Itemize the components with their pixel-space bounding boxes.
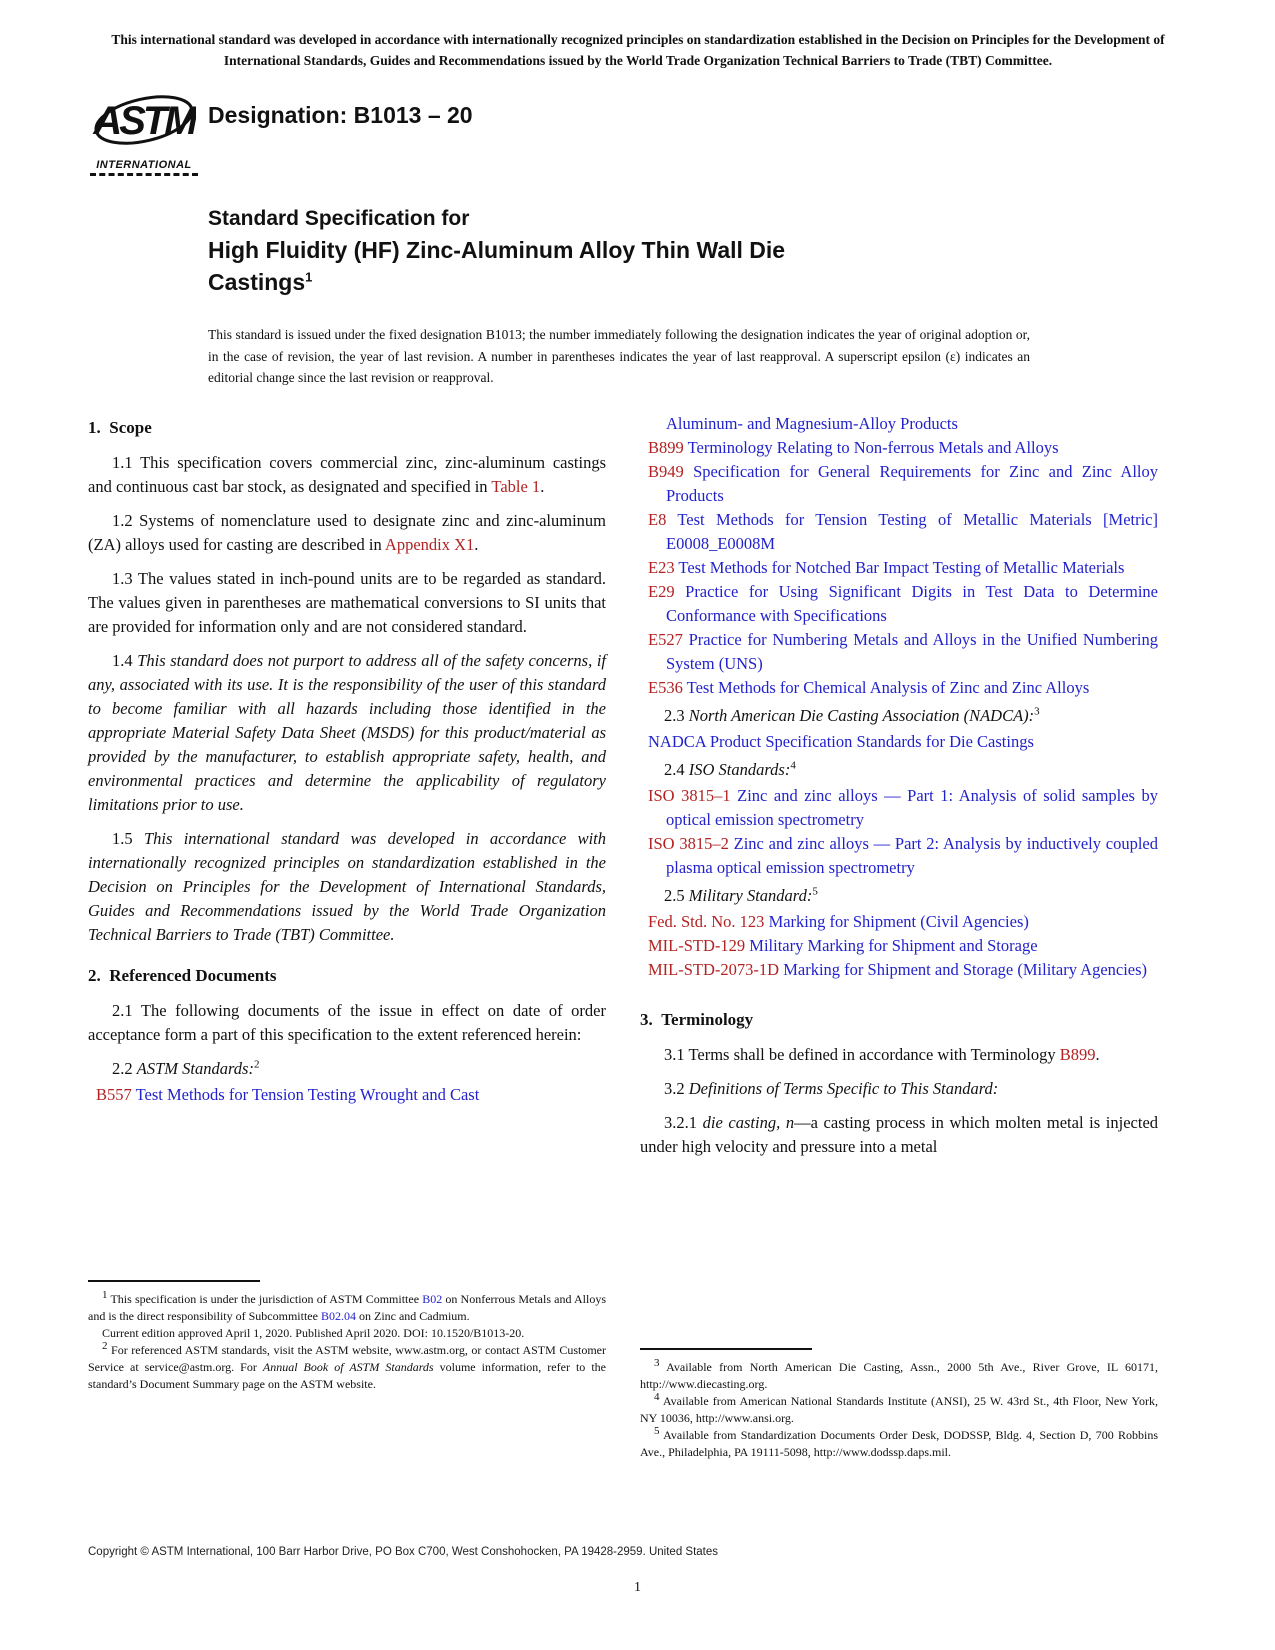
para-3-2-1-text: —a casting process in which molten metal is injected under high velocity and pressure into a metal bbox=[640, 1113, 1159, 1156]
ref-b899-link[interactable]: B899 bbox=[648, 438, 684, 457]
ref-e8 bbox=[640, 508, 1158, 556]
footnote-1-text-a: This specification is under the jurisdiction of ASTM Committee bbox=[107, 1292, 423, 1306]
para-2-1: 2.1 The following documents of the issue in effect on date of order acceptance form a part of this specification to the extent referenced herein: bbox=[88, 1001, 606, 1044]
ref-e29-link[interactable]: E29 bbox=[648, 582, 675, 601]
ref-fed-std-123-link[interactable]: Fed. Std. No. 123 bbox=[648, 912, 765, 931]
ref-iso-3815-2-link[interactable]: ISO 3815–2 bbox=[648, 834, 729, 853]
footnote-1 bbox=[88, 1291, 606, 1325]
subsection-2-4 bbox=[640, 758, 1158, 782]
ref-e536-link[interactable]: E536 bbox=[648, 678, 683, 697]
para-1-4-number: 1.4 bbox=[112, 651, 138, 670]
title-line1: High Fluidity (HF) Zinc-Aluminum Alloy Thin Wall Die bbox=[208, 237, 786, 263]
para-3-2-number: 3.2 bbox=[664, 1079, 689, 1098]
ref-e527-title[interactable]: Practice for Numbering Metals and Alloys in the Unified Numbering System (UNS) bbox=[666, 630, 1158, 673]
para-1-2-end: . bbox=[474, 535, 479, 554]
ref-b949-title[interactable]: Specification for General Requirements for Zinc and Zinc Alloy Products bbox=[666, 462, 1158, 505]
section-1-heading: 1. Scope bbox=[88, 418, 152, 437]
footnote-5 bbox=[640, 1427, 1158, 1461]
footnotes-left bbox=[88, 1280, 606, 1393]
ref-e536-title[interactable]: Test Methods for Chemical Analysis of Zinc and Zinc Alloys bbox=[682, 678, 1090, 697]
title-footnote-marker: 1 bbox=[305, 269, 313, 285]
table-1-link[interactable]: Table 1 bbox=[491, 477, 541, 496]
ref-mil-std-129-link[interactable]: MIL-STD-129 bbox=[648, 936, 746, 955]
para-3-2 bbox=[640, 1077, 1158, 1101]
footnotes-right bbox=[640, 1348, 1158, 1461]
subsection-2-4-title: ISO Standards: bbox=[688, 760, 791, 779]
footnote-1-number: 1 bbox=[102, 1289, 108, 1301]
footnote-edition: Current edition approved April 1, 2020. Published April 2020. DOI: 10.1520/B1013-20. bbox=[102, 1326, 525, 1340]
ref-e29-title[interactable]: Practice for Using Significant Digits in Test Data to Determine Conformance with Specifications bbox=[666, 582, 1158, 625]
ref-e536 bbox=[640, 676, 1158, 700]
ref-iso-3815-2 bbox=[640, 832, 1158, 880]
para-1-1 bbox=[88, 451, 606, 499]
footnote-2-number: 2 bbox=[102, 1340, 108, 1352]
footnote-2 bbox=[88, 1342, 606, 1393]
subsection-2-4-number: 2.4 bbox=[664, 760, 689, 779]
title-block bbox=[208, 204, 978, 298]
para-1-5 bbox=[88, 827, 606, 947]
ref-nadca bbox=[640, 730, 1158, 754]
committee-b02-link[interactable]: B02 bbox=[422, 1292, 443, 1306]
subsection-2-2-number: 2.2 bbox=[112, 1059, 137, 1078]
footnote-2-book-title: Annual Book of ASTM Standards bbox=[262, 1360, 434, 1374]
footnote-4 bbox=[640, 1393, 1158, 1427]
subsection-2-5 bbox=[640, 884, 1158, 908]
para-3-1-end: . bbox=[1095, 1045, 1100, 1064]
footnote-2-text-b: volume information, refer to the standard’s Document Summary page on the ASTM website. bbox=[88, 1360, 606, 1391]
para-1-1-end: . bbox=[540, 477, 545, 496]
ref-e29 bbox=[640, 580, 1158, 628]
ref-fed-std-123-title[interactable]: Marking for Shipment (Civil Agencies) bbox=[764, 912, 1029, 931]
subcommittee-b0204-link[interactable]: B02.04 bbox=[320, 1309, 356, 1323]
astm-globe-icon bbox=[92, 86, 196, 156]
para-1-4-text: This standard does not purport to address all of the safety concerns, if any, associated with its use. It is the responsibility of the user of this standard to become familiar with all hazards including those identified in the appropriate Material Safety Data Sheet (MSDS) for this product/material as provided by the manufacturer, to establish appropriate safety, health, and environmental practices and determine the applicability of regulatory limitations prior to use. bbox=[88, 651, 606, 814]
footnote-3-text: Available from North American Die Casting, Assn., 2000 5th Ave., River Grove, IL 60171, http://www.diecasting.org. bbox=[640, 1360, 1158, 1391]
terminology-b899-link[interactable]: B899 bbox=[1059, 1045, 1096, 1064]
para-3-2-1-number: 3.2.1 bbox=[664, 1113, 703, 1132]
para-1-1-text: 1.1 This specification covers commercial zinc, zinc-aluminum castings and continuous cast bar stock, as designated and specified in bbox=[88, 453, 606, 496]
ref-mil-std-2073-title[interactable]: Marking for Shipment and Storage (Military Agencies) bbox=[779, 960, 1148, 979]
footnote-3-marker: 3 bbox=[1034, 705, 1040, 718]
section-3-heading: 3. Terminology bbox=[640, 1010, 754, 1029]
ref-b949 bbox=[640, 460, 1158, 508]
ref-e8-title[interactable]: Test Methods for Tension Testing of Metallic Materials [Metric] E0008_E0008M bbox=[666, 510, 1158, 553]
footnote-4-number: 4 bbox=[654, 1391, 660, 1403]
ref-mil-std-2073 bbox=[640, 958, 1158, 982]
footnote-2-marker: 2 bbox=[253, 1058, 260, 1071]
para-1-3: 1.3 The values stated in inch-pound units are to be regarded as standard. The values given in parentheses are mathematical conversions to SI units that are provided for information only and are not considered standard. bbox=[88, 569, 606, 636]
ref-b899 bbox=[640, 436, 1158, 460]
footnote-3-number: 3 bbox=[654, 1357, 660, 1369]
ref-iso-3815-1-link[interactable]: ISO 3815–1 bbox=[648, 786, 731, 805]
footnote-4-text: Available from American National Standards Institute (ANSI), 25 W. 43rd St., 4th Floor, New York, NY 10036, http://www.ansi.org. bbox=[640, 1394, 1158, 1425]
subsection-2-3 bbox=[640, 704, 1158, 728]
subsection-2-3-number: 2.3 bbox=[664, 706, 689, 725]
ref-b557-cont-title[interactable]: Aluminum- and Magnesium-Alloy Products bbox=[666, 414, 958, 433]
footnote-4-marker: 4 bbox=[790, 759, 796, 772]
ref-iso-3815-2-title[interactable]: Zinc and zinc alloys — Part 2: Analysis by inductively coupled plasma optical emission spectrometry bbox=[666, 834, 1158, 877]
title-line2: Castings bbox=[208, 269, 306, 295]
svg-text:ASTM: ASTM bbox=[93, 99, 195, 143]
para-3-2-text: Definitions of Terms Specific to This Standard: bbox=[688, 1079, 999, 1098]
footnote-1-text-c: on Zinc and Cadmium. bbox=[355, 1309, 470, 1323]
ref-iso-3815-1 bbox=[640, 784, 1158, 832]
ref-b899-title[interactable]: Terminology Relating to Non-ferrous Metals and Alloys bbox=[683, 438, 1059, 457]
standards-notice: This international standard was developed in accordance with internationally recognized principles on standardization established in the Decision on Principles for the Development of International Standards, Guides and Recommendations issued by the World Trade Organization Technical Barriers to Trade (TBT) Committee. bbox=[111, 32, 1165, 68]
ref-mil-std-2073-link[interactable]: MIL-STD-2073-1D bbox=[648, 960, 780, 979]
left-column bbox=[88, 412, 606, 1107]
footnote-2-text-a: For referenced ASTM standards, visit the ASTM website, www.astm.org, or contact ASTM Customer Service at service@astm.org. For bbox=[88, 1343, 606, 1374]
para-1-2-text: 1.2 Systems of nomenclature used to designate zinc and zinc-aluminum (ZA) alloys used for casting are described in bbox=[88, 511, 606, 554]
footnote-rule-right bbox=[640, 1348, 812, 1350]
para-1-2 bbox=[88, 509, 606, 557]
subsection-2-5-title: Military Standard: bbox=[688, 886, 813, 905]
footnote-5-number: 5 bbox=[654, 1425, 660, 1437]
ref-mil-std-129-title[interactable]: Military Marking for Shipment and Storage bbox=[745, 936, 1038, 955]
ref-b557-title[interactable]: Test Methods for Tension Testing Wrought and Cast bbox=[131, 1085, 480, 1104]
subsection-2-2-title: ASTM Standards: bbox=[136, 1059, 254, 1078]
ref-e527 bbox=[640, 628, 1158, 676]
section-2-heading: 2. Referenced Documents bbox=[88, 966, 277, 985]
subsection-2-2 bbox=[88, 1057, 606, 1081]
ref-e527-link[interactable]: E527 bbox=[648, 630, 683, 649]
ref-fed-std-123 bbox=[640, 910, 1158, 934]
ref-b949-link[interactable]: B949 bbox=[648, 462, 684, 481]
ref-e8-link[interactable]: E8 bbox=[648, 510, 667, 529]
astm-logo-international-label: INTERNATIONAL bbox=[90, 159, 198, 176]
footnote-3 bbox=[640, 1359, 1158, 1393]
footnote-rule-left bbox=[88, 1280, 260, 1282]
para-3-2-1-term: die casting, n bbox=[702, 1113, 795, 1132]
ref-mil-std-129 bbox=[640, 934, 1158, 958]
footnote-5-marker: 5 bbox=[812, 885, 818, 898]
page-number: 1 bbox=[634, 1580, 641, 1595]
para-3-1-text: 3.1 Terms shall be defined in accordance with Terminology bbox=[664, 1045, 1060, 1064]
subsection-2-3-title: North American Die Casting Association (NADCA): bbox=[688, 706, 1035, 725]
para-1-5-number: 1.5 bbox=[112, 829, 144, 848]
footnote-5-text: Available from Standardization Documents Order Desk, DODSSP, Bldg. 4, Section D, 700 Robbins Ave., Philadelphia, PA 19111-5098, http://www.dodssp.daps.mil. bbox=[640, 1428, 1158, 1459]
appendix-x1-link[interactable]: Appendix X1 bbox=[384, 535, 475, 554]
ref-e23 bbox=[640, 556, 1158, 580]
para-1-5-text: This international standard was developed in accordance with internationally recognized principles on standardization established in the Decision on Principles for the Development of International Standards, Guides and Recommendations issued by the World Trade Organization Technical Barriers to Trade (TBT) Committee. bbox=[88, 829, 607, 944]
title-kicker: Standard Specification for bbox=[208, 207, 470, 230]
ref-e23-title[interactable]: Test Methods for Notched Bar Impact Testing of Metallic Materials bbox=[674, 558, 1125, 577]
para-1-4 bbox=[88, 649, 606, 817]
ref-b557 bbox=[88, 1083, 606, 1107]
astm-logo bbox=[90, 86, 198, 176]
footnote-1-text-b: on Nonferrous Metals and Alloys and is the direct responsibility of Subcommittee bbox=[88, 1292, 606, 1323]
page-title bbox=[208, 234, 978, 298]
ref-b557-continuation bbox=[640, 412, 1158, 436]
para-3-2-1 bbox=[640, 1111, 1158, 1159]
designation-label: Designation: B1013 – 20 bbox=[208, 102, 473, 128]
para-3-1 bbox=[640, 1043, 1158, 1067]
subsection-2-5-number: 2.5 bbox=[664, 886, 689, 905]
ref-e23-link[interactable]: E23 bbox=[648, 558, 675, 577]
ref-b557-link[interactable]: B557 bbox=[96, 1085, 132, 1104]
ref-iso-3815-1-title[interactable]: Zinc and zinc alloys — Part 1: Analysis of solid samples by optical emission spectrometry bbox=[666, 786, 1158, 829]
issuance-note: This standard is issued under the fixed designation B1013; the number immediately following the designation indicates the year of original adoption or, in the case of revision, the year of last revision. A number in parentheses indicates the year of last reapproval. A superscript epsilon (ε) indicates an editorial change since the last revision or reapproval. bbox=[208, 327, 1030, 386]
right-column bbox=[640, 412, 1158, 1159]
ref-nadca-title[interactable]: NADCA Product Specification Standards for Die Castings bbox=[648, 732, 1034, 751]
copyright-line: Copyright © ASTM International, 100 Barr Harbor Drive, PO Box C700, West Conshohocken, PA 19428-2959. United States bbox=[88, 1546, 719, 1558]
